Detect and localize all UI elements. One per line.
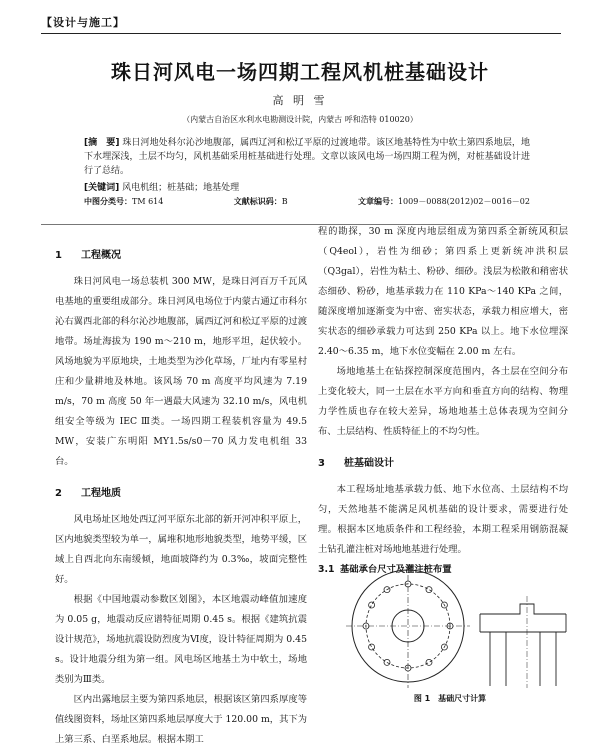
pile-marker xyxy=(369,644,375,650)
article-title: 珠日河风电一场四期工程风机桩基础设计 xyxy=(111,60,489,84)
section-2-number: 2 xyxy=(55,488,62,499)
right-column xyxy=(318,222,568,580)
section-tag: 【设计与施工】 xyxy=(41,16,125,29)
section-1-paragraph: 珠日河风电一场总装机 300 MW，是珠日河百万千瓦风电基地的重要组成部分。珠日河风电场位于内蒙古通辽市科尔沁右翼西北部的科尔沁沙地腹部，属西辽河和松辽平原的过渡地带。场址海拔为 190 m～210 m，地形平坦，起伏较小。风场地貌为平原地块，土地类型为沙化草场，厂址内有零星村庄和少量耕地及林地。该风场 70 m 高度平均风速为 7.19 m/s，70 m 高度 50 年一遇最大风速为 32.10 m/s，风电机组安全等级为 IEC Ⅲ类。一场四期工程装机容量为 49.5 MW，安装广东明阳 MY1.5s/s0－70 风力发电机组 33 台。 xyxy=(55,276,307,467)
top-rule xyxy=(41,33,561,34)
section-3-1-title: 基础承台尺寸及灌注桩布置 xyxy=(340,564,452,575)
section-2-heading xyxy=(55,484,307,504)
foundation-figure xyxy=(330,560,570,692)
pile-marker xyxy=(426,659,432,665)
pile-marker xyxy=(426,587,432,593)
keywords-text: 风电机组；桩基础；地基处理 xyxy=(122,183,240,193)
foundation-drawing xyxy=(330,560,570,692)
section-view xyxy=(480,596,566,688)
section-1-heading xyxy=(55,246,307,266)
classification-line xyxy=(84,196,530,208)
section-2-paragraph-1: 风电场址区地处西辽河平原东北部的新开河冲积平原上，区内地貌类型较为单一，属堆积地形地貌类型，地势平缓，区域上自西北向东南缓倾，地面坡降约为 0.3‰，坡面完整性好。 xyxy=(55,514,307,585)
section-1-number: 1 xyxy=(55,250,62,261)
figure-caption: 图 1 基础尺寸计算 xyxy=(413,694,487,703)
keywords-label: [关键词] xyxy=(84,183,120,193)
clc-entry xyxy=(84,196,163,208)
article-no-value: 1009－0088(2012)02－0016－02 xyxy=(397,197,530,206)
left-column xyxy=(55,234,307,750)
article-author: 高 明 雪 xyxy=(272,94,328,107)
clc-label: 中图分类号： xyxy=(84,197,132,206)
section-3-heading xyxy=(318,454,568,474)
section-3-number: 3 xyxy=(318,458,325,469)
keywords xyxy=(84,181,530,195)
section-2-title: 工程地质 xyxy=(81,488,121,499)
geology-continued-paragraph: 程的勘探，30 m 深度内地层组成为第四系全新统风积层（Q4eol），岩性为细砂；第四系上更新统冲洪积层（Q3gal），岩性为粘土、粉砂、细砂。浅层为松散和稍密状态细砂、粉砂，地基承载力在 110 KPa～140 KPa 之间，随深度增加逐渐变为中密、密实状态，承载力相应增大，密实状态的细砂承载力可达到 250 KPa 以上。地下水位埋深 2.40～6.35 m，地下水位变幅在 2.00 m 左右。 xyxy=(318,226,568,357)
section-2-paragraph-3: 区内出露地层主要为第四系地层，根据该区第四系厚度等值线图资料，场址区第四系地层厚度大于 120.00 m，其下为上第三系、白垩系地层。根据本期工 xyxy=(55,694,307,745)
author-affiliation: （内蒙古自治区水利水电勘测设计院，内蒙古 呼和浩特 010020） xyxy=(182,115,418,124)
clc-value: TM 614 xyxy=(132,197,164,206)
section-1-title: 工程概况 xyxy=(81,250,121,261)
pedestal-circle xyxy=(392,610,424,642)
section-2-paragraph-2: 根据《中国地震动参数区划图》，本区地震动峰值加速度为 0.05 g，地震动反应谱特征周期 0.45 s。根据《建筑抗震设计规范》，场地抗震设防烈度为Ⅵ度，设计特征周期为 0.45 s。设计地震分组为第一组。风电场区地基土为中软土，场地类别为Ⅲ类。 xyxy=(55,594,307,685)
doc-code-entry xyxy=(234,196,288,208)
section-3-title: 桩基础设计 xyxy=(344,458,394,469)
abstract-label: [摘 要] xyxy=(84,138,120,148)
article-no-label: 文章编号： xyxy=(357,197,398,206)
doc-code-label: 文献标识码： xyxy=(233,197,282,206)
section-3-1-number: 3.1 xyxy=(318,564,335,575)
cap-top-line xyxy=(480,604,566,614)
section-3-paragraph: 本工程场址地基承载力低、地下水位高、土层结构不均匀，天然地基不能满足风机基础的设计要求，需要进行处理。根据本区地质条件和工程经验，本期工程采用钢筋混凝土钻孔灌注桩对场地地基进行处理。 xyxy=(318,484,568,555)
soil-variability-paragraph: 场地地基土在钻探控制深度范围内，各土层在空间分布上变化较大，同一土层在水平方向和垂直方向的结构、物理力学性质也存在较大差异，场地地基土总体表现为空间分布、土层结构、性质特征上的不均匀性。 xyxy=(318,366,568,437)
doc-code-value: B xyxy=(281,197,288,206)
article-no-entry xyxy=(358,196,530,208)
abstract-text: 珠日河地处科尔沁沙地腹部，属西辽河和松辽平原的过渡地带。该区地基特性为中软土第四系地层，地下水埋深浅，土层不均匀，风机基础采用桩基础进行处理。文章以该风电场一场四期工程为例，对桩基础设计进行了总结。 xyxy=(84,138,530,176)
pile-marker xyxy=(369,602,375,608)
abstract xyxy=(84,136,530,178)
